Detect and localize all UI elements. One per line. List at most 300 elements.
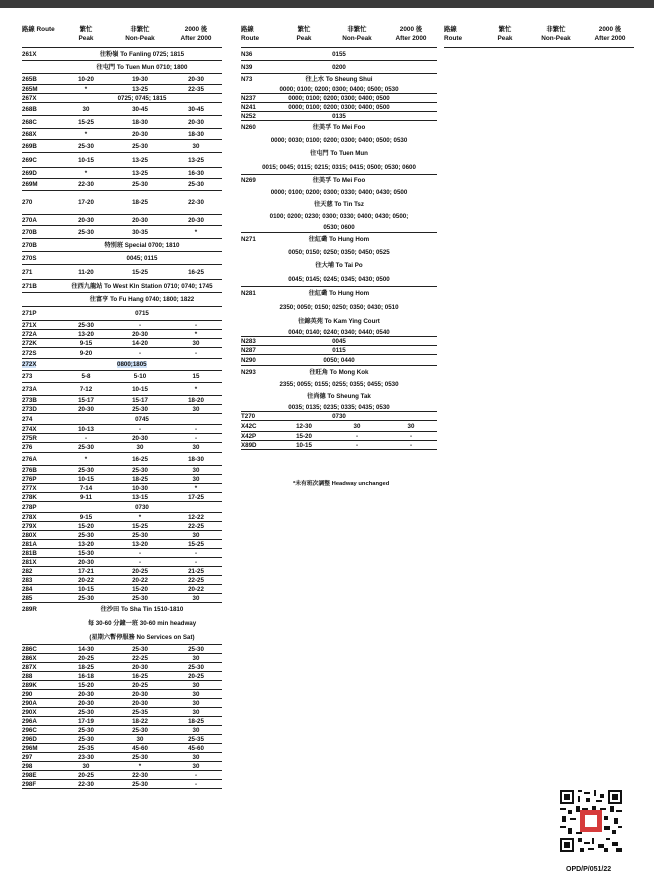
timetable-column-1 [22, 24, 222, 789]
peak-headway: 11-20 [78, 268, 94, 276]
peak-headway: 7-12 [79, 385, 93, 393]
table-row [241, 94, 437, 103]
route-number: 281X [22, 558, 37, 566]
table-row [241, 366, 437, 378]
schedule-text: 0730 [135, 503, 149, 511]
nonpeak-headway: 20-25 [132, 567, 148, 575]
table-row [22, 74, 222, 85]
table-row [22, 681, 222, 690]
table-row [22, 293, 222, 307]
schedule-text: 0045; 0145; 0245; 0345; 0430; 0500 [288, 275, 390, 283]
route-number: 269M [22, 181, 38, 188]
peak-headway: 15-20 [296, 432, 312, 440]
route-number: 273D [22, 405, 37, 413]
table-row [22, 493, 222, 502]
after-headway: 21-25 [188, 567, 204, 575]
table-row [22, 48, 222, 61]
peak-headway: 25-30 [78, 228, 94, 236]
nonpeak-headway: 5-10 [133, 373, 147, 380]
nonpeak-headway: 13-20 [132, 540, 148, 548]
table-row [22, 330, 222, 339]
schedule-text: 0050; 0440 [323, 356, 355, 364]
route-number: 289K [22, 681, 37, 689]
table-row [241, 85, 437, 94]
route-number: 290A [22, 699, 37, 707]
table-row [22, 663, 222, 672]
after-headway: 18-30 [188, 455, 204, 463]
table-row [241, 421, 437, 432]
table-row [22, 531, 222, 540]
peak-headway: * [84, 85, 88, 93]
route-number: 267X [22, 94, 37, 102]
table-row [22, 780, 222, 789]
nonpeak-headway: 13-15 [132, 493, 148, 501]
peak-headway: 10-15 [78, 475, 94, 483]
header-nonpeak: 非繁忙 Non-Peak [342, 26, 372, 42]
table-row [241, 300, 437, 314]
route-number: 288 [22, 672, 33, 680]
peak-headway: - [84, 434, 88, 442]
peak-headway: 15-20 [78, 522, 94, 530]
table-row [22, 280, 222, 293]
nonpeak-headway: 30 [353, 422, 361, 430]
table-row [22, 603, 222, 616]
nonpeak-headway: - [138, 349, 142, 357]
table-row [22, 265, 222, 280]
route-number: N241 [241, 103, 256, 111]
nonpeak-headway: - [138, 558, 142, 566]
table-row [241, 432, 437, 441]
peak-headway: 16-18 [78, 672, 94, 680]
table-row [22, 414, 222, 425]
after-headway: - [194, 558, 198, 566]
table-row [22, 61, 222, 74]
peak-headway: 23-30 [78, 753, 94, 761]
route-number: 272K [22, 339, 37, 347]
peak-headway: 9-15 [79, 513, 93, 521]
nonpeak-headway: 14-20 [132, 339, 148, 347]
route-number: 271P [22, 310, 37, 317]
nonpeak-headway: 30 [136, 444, 144, 451]
after-headway: 25-30 [188, 181, 204, 188]
after-headway: 25-35 [188, 735, 204, 743]
after-headway: 30 [192, 531, 200, 539]
nonpeak-headway: 25-30 [132, 726, 148, 734]
peak-headway: 25-30 [78, 735, 94, 743]
route-number: N281 [241, 290, 256, 297]
nonpeak-headway: 25-30 [132, 645, 148, 653]
route-number: 261X [22, 50, 37, 58]
after-headway: * [194, 228, 198, 236]
nonpeak-headway: 15-20 [132, 585, 148, 593]
peak-headway: 10-15 [296, 441, 312, 449]
table-row [22, 576, 222, 585]
qr-code [560, 790, 622, 852]
after-headway: 25-30 [188, 645, 204, 653]
route-number: 270S [22, 254, 37, 262]
nonpeak-headway: 20-22 [132, 576, 148, 584]
route-number: N283 [241, 337, 256, 345]
after-headway: 25-30 [188, 663, 204, 671]
table-row [22, 771, 222, 780]
table-row [22, 191, 222, 215]
schedule-text: 往錦英苑 To Kam Ying Court [298, 317, 380, 325]
route-number: N260 [241, 124, 256, 131]
route-number: 269C [22, 156, 37, 164]
route-number: 274 [22, 415, 33, 423]
peak-headway: 7-14 [79, 484, 93, 492]
peak-headway: 17-21 [78, 567, 94, 575]
nonpeak-headway: 15-25 [132, 522, 148, 530]
peak-headway: 30 [82, 105, 90, 113]
table-row [241, 160, 437, 175]
after-headway: 22-25 [188, 576, 204, 584]
table-row [22, 371, 222, 383]
route-number: N293 [241, 368, 256, 376]
peak-headway: 25-30 [78, 321, 94, 329]
route-number: 298F [22, 780, 37, 788]
peak-headway: 18-25 [78, 663, 94, 671]
table-row [241, 147, 437, 160]
nonpeak-headway: 20-30 [132, 330, 148, 338]
peak-headway: 5-8 [81, 373, 91, 380]
route-number: 290 [22, 690, 33, 698]
table-row [22, 443, 222, 453]
table-row [22, 708, 222, 717]
table-row [22, 672, 222, 681]
route-number: 282 [22, 567, 33, 575]
peak-headway: 20-25 [78, 771, 94, 779]
route-number: 280X [22, 531, 37, 539]
nonpeak-headway: 10-15 [132, 385, 148, 393]
after-headway: 30 [192, 405, 200, 413]
peak-headway: * [84, 130, 88, 138]
nonpeak-headway: 30 [136, 735, 144, 743]
schedule-text: 往屯門 To Tuen Mun [310, 150, 368, 157]
schedule-text: 往大埔 To Tai Po [315, 262, 363, 269]
schedule-text: 往旺角 To Mong Kok [309, 368, 369, 376]
route-number: 281B [22, 549, 37, 557]
after-headway: 18-30 [188, 130, 204, 138]
after-headway: - [194, 771, 198, 779]
schedule-text: 0050; 0150; 0250; 0350; 0450; 0525 [288, 249, 390, 256]
peak-headway: * [84, 455, 88, 463]
peak-headway: 20-22 [78, 576, 94, 584]
route-number: N237 [241, 94, 256, 102]
schedule-text: 0100; 0200; 0230; 0300; 0330; 0400; 0430; 0500; [269, 212, 409, 220]
table-row [241, 61, 437, 74]
after-headway: 30 [192, 699, 200, 707]
nonpeak-headway: - [355, 432, 359, 440]
peak-headway: 15-30 [78, 549, 94, 557]
table-row [22, 85, 222, 94]
nonpeak-headway: 18-25 [132, 475, 148, 483]
route-number: X42P [241, 432, 257, 440]
route-number: 270 [22, 199, 33, 206]
route-number: N39 [241, 63, 253, 71]
peak-headway: 17-20 [78, 199, 94, 206]
peak-headway: 20-30 [78, 690, 94, 698]
nonpeak-headway: 45-60 [132, 744, 148, 752]
table-row [22, 140, 222, 153]
route-number: 270A [22, 216, 37, 224]
schedule-text: 每 30-60 分鐘一班 30-60 min headway [87, 619, 197, 627]
route-number: N290 [241, 356, 256, 364]
table-row [22, 513, 222, 522]
nonpeak-headway: 15-17 [132, 396, 148, 404]
route-number: 269B [22, 142, 37, 150]
after-headway: - [194, 425, 198, 433]
after-headway: 20-25 [188, 672, 204, 680]
nonpeak-headway: * [138, 762, 142, 770]
route-number: N252 [241, 112, 256, 120]
table-row [241, 346, 437, 355]
headway-note: *未有班次調整 Headway unchanged [293, 481, 390, 487]
nonpeak-headway: 15-25 [132, 268, 148, 276]
after-headway: - [194, 434, 198, 442]
table-row [22, 630, 222, 645]
after-headway: 30 [192, 762, 200, 770]
schedule-text: 0800;1805 [117, 361, 147, 368]
peak-headway: 10-20 [78, 75, 94, 83]
nonpeak-headway: 25-30 [132, 531, 148, 539]
peak-headway: 10-15 [78, 585, 94, 593]
table-row [22, 726, 222, 735]
route-number: 272A [22, 330, 37, 338]
route-number: 271B [22, 282, 37, 290]
peak-headway: 22-30 [78, 780, 94, 788]
nonpeak-headway: 18-25 [132, 199, 148, 206]
route-number: 274X [22, 425, 37, 433]
route-number: 296D [22, 735, 37, 743]
after-headway: 17-25 [188, 493, 204, 501]
route-number: 287X [22, 663, 37, 671]
schedule-text: 往粉嶺 To Fanling 0725; 1815 [99, 50, 185, 58]
peak-headway: 12-30 [296, 422, 312, 430]
route-number: 278X [22, 513, 37, 521]
after-headway: 30 [192, 142, 200, 150]
route-number: 298 [22, 762, 33, 770]
nonpeak-headway: - [138, 321, 142, 329]
route-number: 268X [22, 130, 37, 138]
table-row [241, 314, 437, 328]
route-number: 290X [22, 708, 37, 716]
nonpeak-headway: - [355, 441, 359, 449]
table-row [22, 594, 222, 603]
after-headway: 30 [192, 475, 200, 483]
table-row [241, 412, 437, 421]
route-number: 285 [22, 594, 33, 602]
route-number: 296A [22, 717, 37, 725]
table-row [22, 348, 222, 359]
nonpeak-headway: 25-30 [132, 780, 148, 788]
table-row [22, 239, 222, 252]
nonpeak-headway: - [138, 549, 142, 557]
nonpeak-headway: 25-30 [132, 594, 148, 602]
route-number: 271 [22, 268, 33, 276]
table-row [22, 103, 222, 116]
table-row [22, 252, 222, 265]
peak-headway: 20-30 [78, 699, 94, 707]
table-row [22, 540, 222, 549]
table-row [22, 425, 222, 434]
table-row [22, 475, 222, 484]
table-row [241, 112, 437, 121]
schedule-text: 往西九龍站 To West Kln Station 0710; 0740; 1745 [71, 282, 213, 290]
peak-headway: 9-15 [79, 339, 93, 347]
schedule-text: 特別班 Special 0700; 1810 [104, 241, 180, 249]
after-headway: - [194, 349, 198, 357]
table-row [22, 753, 222, 762]
after-headway: 22-30 [188, 199, 204, 206]
route-number: 276 [22, 444, 33, 451]
top-bar [0, 0, 654, 8]
schedule-text: 往上水 To Sheung Shui [305, 76, 373, 83]
table-row [241, 378, 437, 390]
route-number: 270B [22, 241, 37, 249]
nonpeak-headway: 13-25 [132, 156, 148, 164]
nonpeak-headway: 25-30 [132, 142, 148, 150]
peak-headway: 30 [82, 762, 90, 770]
table-row [22, 94, 222, 103]
route-number: 268C [22, 118, 37, 126]
table-row [22, 690, 222, 699]
schedule-text: 往屯門 To Tuen Mun 0710; 1800 [96, 63, 188, 71]
after-headway: 30 [192, 753, 200, 761]
after-headway: - [194, 321, 198, 329]
nonpeak-headway: 22-25 [132, 654, 148, 662]
nonpeak-headway: * [138, 513, 142, 521]
timetable-column-2 [241, 24, 437, 487]
peak-headway: 25-30 [78, 726, 94, 734]
route-number: 272S [22, 349, 37, 357]
nonpeak-headway: 25-30 [132, 753, 148, 761]
table-row [22, 339, 222, 348]
after-headway: 16-25 [188, 268, 204, 276]
schedule-text: 2355; 0055; 0155; 0255; 0355; 0455; 0530 [279, 380, 399, 388]
after-headway: 30 [192, 594, 200, 602]
after-headway: * [194, 385, 198, 393]
peak-headway: 10-13 [78, 425, 94, 433]
peak-headway: 14-30 [78, 645, 94, 653]
table-row [22, 321, 222, 330]
nonpeak-headway: 13-25 [132, 85, 148, 93]
route-number: 296C [22, 726, 37, 734]
nonpeak-headway: 18-30 [132, 118, 148, 126]
schedule-text: 0015; 0045; 0115; 0215; 0315; 0415; 0500; 0530; 0600 [262, 163, 416, 171]
after-headway: 18-20 [188, 396, 204, 404]
table-row [241, 259, 437, 272]
peak-headway: 15-20 [78, 681, 94, 689]
schedule-text: 0000; 0100; 0200; 0300; 0330; 0400; 0430; 0500 [270, 188, 408, 196]
header-nonpeak: 非繁忙 Non-Peak [541, 26, 571, 42]
nonpeak-headway: 13-25 [132, 169, 148, 177]
after-headway: 20-22 [188, 585, 204, 593]
schedule-text: 0000; 0030; 0100; 0200; 0300; 0400; 0500; 0530 [270, 137, 408, 144]
table-row [22, 616, 222, 630]
nonpeak-headway: 20-30 [132, 699, 148, 707]
table-header [444, 24, 634, 48]
table-row [22, 405, 222, 414]
table-row [22, 567, 222, 576]
after-headway: - [194, 780, 198, 788]
after-headway: 30 [192, 654, 200, 662]
route-number: 298E [22, 771, 37, 779]
table-row [241, 287, 437, 300]
table-row [241, 441, 437, 450]
table-row [22, 215, 222, 226]
nonpeak-headway: 30-35 [132, 228, 148, 236]
peak-headway: 9-20 [79, 349, 93, 357]
header-after: 2000 後 After 2000 [594, 26, 626, 42]
nonpeak-headway: 22-30 [132, 771, 148, 779]
route-number: 276P [22, 475, 37, 483]
peak-headway: 25-30 [78, 594, 94, 602]
after-headway: 22-35 [188, 85, 204, 93]
schedule-text: 往紅磡 To Hung Hom [308, 236, 370, 243]
route-number: 271X [22, 321, 37, 329]
peak-headway: 20-30 [78, 558, 94, 566]
schedule-text: 0000; 0100; 0200; 0300; 0400; 0500 [288, 103, 390, 111]
peak-headway: 22-30 [78, 181, 94, 188]
table-row [22, 585, 222, 594]
peak-headway: 25-30 [78, 531, 94, 539]
route-number: 276A [22, 455, 37, 463]
table-row [241, 355, 437, 366]
nonpeak-headway: 20-30 [132, 130, 148, 138]
nonpeak-headway: 16-25 [132, 455, 148, 463]
peak-headway: 15-25 [78, 118, 94, 126]
schedule-text: 0155 [332, 50, 346, 58]
route-number: 270B [22, 228, 37, 236]
after-headway: 20-30 [188, 118, 204, 126]
table-row [22, 522, 222, 531]
nonpeak-headway: 20-30 [132, 690, 148, 698]
schedule-text: 往尚德 To Sheung Tak [307, 393, 371, 400]
peak-headway: 25-30 [78, 142, 94, 150]
after-headway: - [409, 441, 413, 449]
route-number: X89D [241, 441, 257, 449]
table-row [241, 337, 437, 346]
after-headway: 16-30 [188, 169, 204, 177]
route-number: 277X [22, 484, 37, 492]
route-number: 284 [22, 585, 33, 593]
table-row [22, 762, 222, 771]
schedule-text: 0725; 0745; 1815 [117, 94, 167, 102]
peak-headway: 25-35 [78, 744, 94, 752]
route-number: 275R [22, 434, 37, 442]
nonpeak-headway: 25-30 [132, 405, 148, 413]
route-number: N271 [241, 236, 256, 243]
route-number: 286C [22, 645, 37, 653]
schedule-text: 0745 [135, 415, 149, 423]
peak-headway: 10-15 [78, 156, 94, 164]
schedule-text: 0000; 0100; 0200; 0300; 0400; 0500; 0530 [279, 85, 399, 93]
nonpeak-headway: 20-25 [132, 681, 148, 689]
header-route: 路線 Route [444, 26, 463, 42]
route-number: X42C [241, 422, 257, 430]
after-headway: 13-25 [188, 156, 204, 164]
table-row [22, 502, 222, 513]
schedule-text: 0040; 0140; 0240; 0340; 0440; 0540 [288, 328, 390, 336]
after-headway: 18-25 [188, 717, 204, 725]
table-row [22, 744, 222, 753]
table-row [22, 396, 222, 405]
route-number: 272X [22, 361, 37, 368]
header-route: 路線 Route [241, 26, 260, 42]
route-number: 278K [22, 493, 37, 501]
route-number: 279X [22, 522, 37, 530]
